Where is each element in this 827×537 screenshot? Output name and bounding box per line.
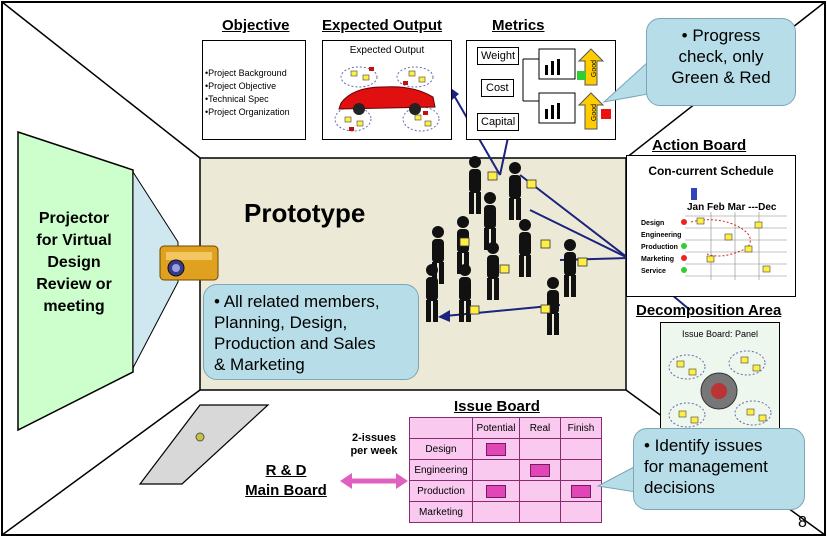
rd-label-line: R & D bbox=[265, 462, 307, 479]
issue-col-header: Finish bbox=[561, 418, 602, 439]
issues-callout-line: for management bbox=[644, 457, 768, 476]
metric-weight: Weight bbox=[477, 47, 519, 65]
prototype-label: Prototype bbox=[244, 198, 366, 228]
metrics-panel bbox=[466, 40, 616, 140]
issue-board-heading: Issue Board bbox=[454, 398, 540, 415]
decomposition-panel bbox=[660, 322, 780, 434]
rd-label-line: Main Board bbox=[245, 482, 327, 499]
issues-callout-line: • Identify issues bbox=[644, 436, 763, 455]
schedule-grid bbox=[627, 156, 795, 296]
issue-row-header: Production bbox=[410, 481, 473, 502]
schedule-row-label: Engineering bbox=[641, 232, 682, 239]
issues-rate-line: 2-issues bbox=[351, 432, 397, 444]
objective-item: •Project Background bbox=[205, 68, 287, 78]
decomposition-label: Issue Board: Panel bbox=[681, 329, 759, 339]
action-board-panel bbox=[626, 155, 796, 297]
metric-capital: Capital bbox=[477, 113, 519, 131]
metrics-graphics bbox=[467, 41, 615, 139]
schedule-row-label: Production bbox=[641, 244, 678, 251]
projector-line: for Virtual bbox=[36, 232, 112, 249]
members-callout-line: • All related members, bbox=[214, 292, 380, 311]
objective-heading: Objective bbox=[222, 17, 290, 34]
issue-col-header: Potential bbox=[473, 418, 520, 439]
members-callout-line: Production and Sales bbox=[214, 334, 376, 353]
issue-row-header: Engineering bbox=[410, 460, 473, 481]
decomposition-heading: Decomposition Area bbox=[636, 302, 782, 319]
progress-callout-line: • Progress bbox=[681, 26, 761, 45]
metrics-good-label: Good bbox=[591, 103, 599, 122]
issue-row-header: Marketing bbox=[410, 502, 473, 523]
projector-line: meeting bbox=[43, 298, 105, 315]
issue-card[interactable] bbox=[530, 464, 550, 477]
issue-card[interactable] bbox=[486, 485, 506, 498]
expected-output-label: Expected Output bbox=[349, 45, 425, 56]
page-number: 8 bbox=[798, 514, 807, 531]
schedule-months: Jan Feb Mar ---Dec bbox=[687, 202, 777, 213]
projector-text bbox=[22, 208, 126, 318]
objective-list bbox=[205, 67, 290, 119]
members-callout-line: & Marketing bbox=[214, 355, 305, 374]
issue-card[interactable] bbox=[486, 443, 506, 456]
objective-item: •Technical Spec bbox=[205, 94, 269, 104]
progress-callout bbox=[646, 18, 796, 106]
action-board-heading: Action Board bbox=[652, 137, 747, 154]
decomposition-graphic bbox=[661, 341, 779, 433]
projector-icon bbox=[160, 246, 218, 280]
schedule-row-label: Marketing bbox=[641, 256, 675, 263]
issue-col-header: Real bbox=[520, 418, 561, 439]
issue-card[interactable] bbox=[571, 485, 591, 498]
progress-callout-line: Green & Red bbox=[671, 68, 771, 87]
issues-rate-line: per week bbox=[350, 445, 398, 457]
members-callout bbox=[203, 284, 419, 380]
issue-row-header: Design bbox=[410, 439, 473, 460]
projector-line: Review or bbox=[36, 276, 112, 293]
projector-line: Projector bbox=[38, 210, 110, 227]
rd-main-board-label bbox=[238, 461, 334, 501]
progress-callout-line: check, only bbox=[678, 47, 764, 66]
issue-board bbox=[409, 417, 602, 523]
issues-callout-line: decisions bbox=[644, 478, 715, 497]
objective-panel bbox=[202, 40, 306, 140]
expected-output-heading: Expected Output bbox=[322, 17, 443, 34]
issues-callout bbox=[633, 428, 805, 510]
objective-item: •Project Objective bbox=[205, 81, 277, 91]
objective-item: •Project Organization bbox=[205, 107, 290, 117]
issues-rate-label bbox=[346, 432, 402, 458]
car-illustration bbox=[323, 57, 451, 137]
schedule-row-label: Service bbox=[641, 268, 666, 275]
schedule-title: Con-current Schedule bbox=[648, 164, 774, 178]
projector-line: Design bbox=[47, 254, 101, 271]
issue-board-table bbox=[409, 417, 602, 523]
schedule-row-label: Design bbox=[641, 220, 665, 227]
metrics-good-label: Good bbox=[591, 59, 599, 78]
expected-output-panel bbox=[322, 40, 452, 140]
members-callout-line: Planning, Design, bbox=[214, 313, 348, 332]
metrics-heading: Metrics bbox=[492, 17, 545, 34]
metric-cost: Cost bbox=[481, 79, 514, 97]
